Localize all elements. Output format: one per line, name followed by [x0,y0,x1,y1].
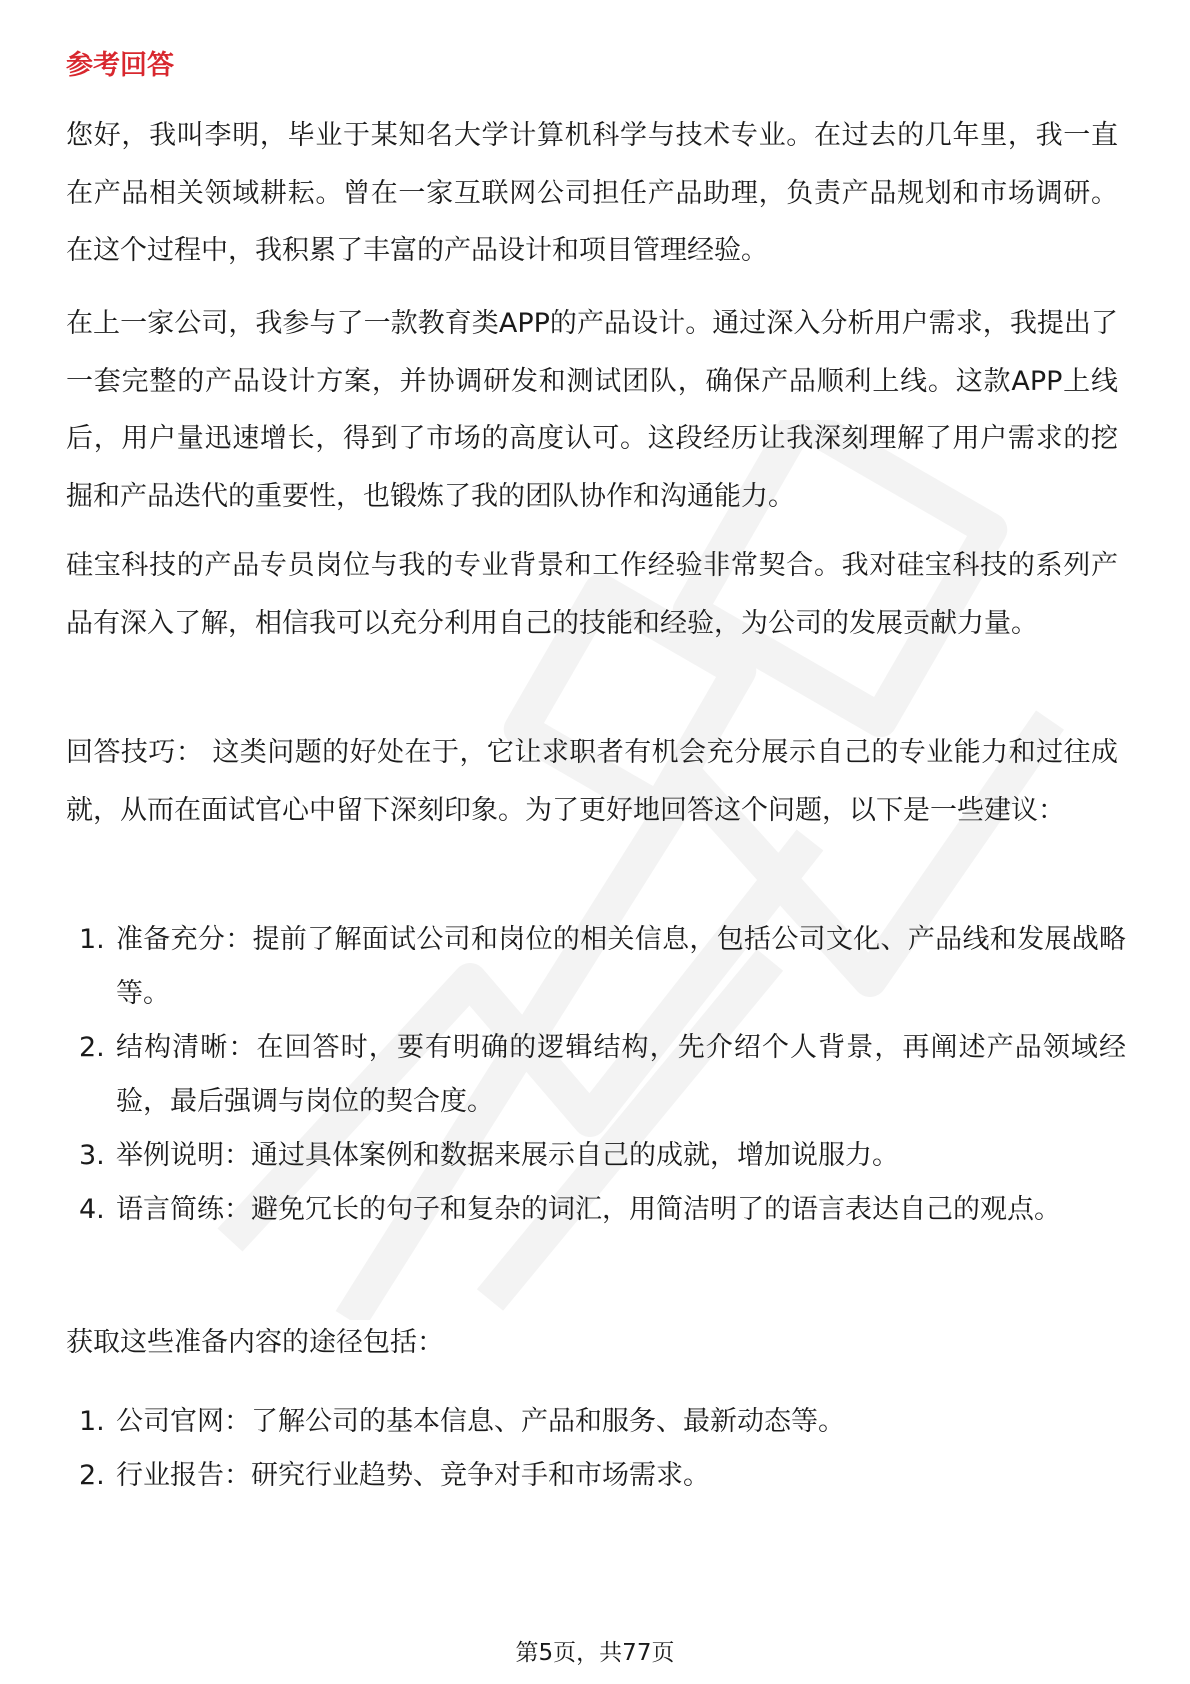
list-number: 2. [79,1460,105,1491]
list-item [66,1129,1126,1183]
list-item-text: 行业报告：研究行业趋势、竞争对手和市场需求。 [116,1460,710,1491]
list-item [66,1021,1126,1129]
list-number: 1. [79,1406,105,1437]
sources-list [66,1395,1126,1503]
list-item-text: 公司官网：了解公司的基本信息、产品和服务、最新动态等。 [116,1406,845,1437]
list-item [66,1449,1126,1503]
list-item-text: 举例说明：通过具体案例和数据来展示自己的成就，增加说服力。 [116,1140,899,1171]
tips-list [66,913,1126,1237]
list-item-text: 语言简练：避免冗长的句子和复杂的词汇，用简洁明了的语言表达自己的观点。 [116,1194,1061,1225]
paragraph-fit: 硅宝科技的产品专员岗位与我的专业背景和工作经验非常契合。我对硅宝科技的系列产品有深入了解，相信我可以充分利用自己的技能和经验，为公司的发展贡献力量。 [66,550,1118,639]
list-item-text: 结构清晰：在回答时，要有明确的逻辑结构，先介绍个人背景，再阐述产品领域经验，最后强调与岗位的契合度。 [116,1032,1126,1117]
list-number: 3. [79,1140,105,1171]
document-page [66,0,1126,1684]
paragraph-intro: 您好，我叫李明，毕业于某知名大学计算机科学与技术专业。在过去的几年里，我一直在产品相关领域耕耘。曾在一家互联网公司担任产品助理，负责产品规划和市场调研。在这个过程中，我积累了丰富的产品设计和项目管理经验。 [66,120,1118,266]
list-number: 1. [79,924,105,955]
page-number-footer: 第5页，共77页 [515,1640,675,1666]
list-number: 4. [79,1194,105,1225]
list-number: 2. [79,1032,105,1063]
paragraph-tips-intro: 回答技巧： 这类问题的好处在于，它让求职者有机会充分展示自己的专业能力和过往成就，从而在面试官心中留下深刻印象。为了更好地回答这个问题，以下是一些建议： [66,737,1118,826]
paragraph-sources-intro: 获取这些准备内容的途径包括： [66,1327,444,1358]
section-heading: 参考回答 [66,50,174,81]
list-item-text: 准备充分：提前了解面试公司和岗位的相关信息，包括公司文化、产品线和发展战略等。 [116,924,1126,1009]
list-item [66,913,1126,1021]
list-item [66,1183,1126,1237]
paragraph-experience: 在上一家公司，我参与了一款教育类APP的产品设计。通过深入分析用户需求，我提出了一套完整的产品设计方案，并协调研发和测试团队，确保产品顺利上线。这款APP上线后，用户量迅速增长，得到了市场的高度认可。这段经历让我深刻理解了用户需求的挖掘和产品迭代的重要性，也锻炼了我的团队协作和沟通能力。 [66,308,1118,512]
list-item [66,1395,1126,1449]
